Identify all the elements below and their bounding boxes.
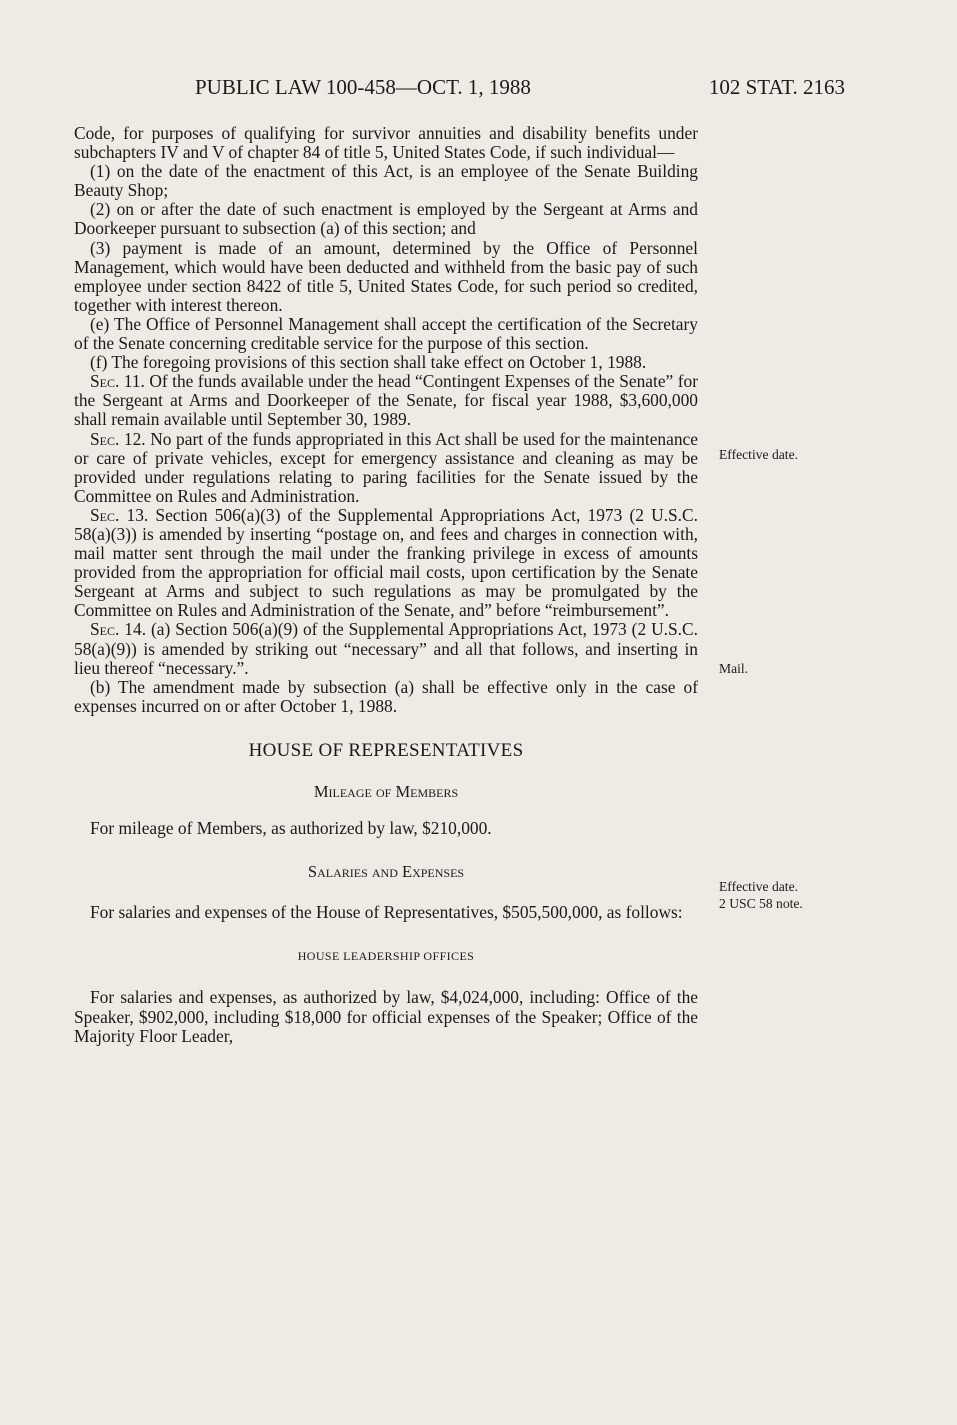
section-11 (74, 372, 698, 429)
leadership-paragraph: For salaries and expenses, as authorized by law, $4,024,000, including: Office of the Speaker, $902,000, including $18,000 for official expenses of the Speaker; Office of the Majority Floor Leader, (74, 987, 698, 1046)
margin-note-mail: Mail. (719, 661, 749, 676)
section-14-text: (a) Section 506(a)(9) of the Supplemental Appropriations Act, 1973 (2 U.S.C. 58(a)(9)) is amended by striking out “necessary” and all that follows, and inserting in lieu thereof “necessary.”. (74, 619, 698, 678)
section-12 (74, 430, 698, 506)
margin-note-usc-citation: 2 USC 58 note. (719, 896, 803, 911)
margin-note-effective-date: Effective date. (719, 447, 799, 462)
section-13-text: Section 506(a)(3) of the Supplemental Appropriations Act, 1973 (2 U.S.C. 58(a)(3)) is amended by inserting “postage on, and fees and charges in connection with, mail matter sent through the mail under the franking privilege in excess of amounts provided from the appropriation for official mail costs, upon certification by the Senate Sergeant at Arms and subject to such regulations as may be promulgated by the Committee on Rules and Administration of the Senate, and” before “reimbursement”. (74, 504, 698, 621)
section-13-label: Sec. 13. (90, 504, 149, 525)
paragraph-continuation: Code, for purposes of qualifying for survivor annuities and disability benefits under subchapters IV and V of chapter 84 of title 5, United States Code, if such individual— (74, 123, 698, 163)
salaries-heading: Salaries and Expenses (307, 862, 465, 882)
mileage-heading: Mileage of Members (313, 782, 459, 801)
section-12-text: No part of the funds appropriated in this Act shall be used for the maintenance or care of private vehicles, except for emergency assistance and cleaning as may be provided under regulations relating to paring facilities for the Senate issued by the Committee on Rules and Administration. (74, 428, 698, 506)
margin-note-effective-date-2: Effective date. (719, 879, 799, 894)
mileage-paragraph: For mileage of Members, as authorized by law, $210,000. (90, 818, 492, 839)
section-14 (74, 620, 698, 677)
section-14-subsection-b: (b) The amendment made by subsection (a) shall be effective only in the case of expenses incurred on or after October 1, 1988. (74, 676, 698, 716)
running-head (195, 72, 845, 102)
running-head-page-number: 102 STAT. 2163 (708, 75, 845, 99)
statute-body (74, 124, 698, 1046)
paragraph-subsection-e: (e) The Office of Personnel Management shall accept the certification of the Secretary of the Senate concerning creditable service for the purpose of this section. (74, 313, 698, 354)
paragraph-item-1: (1) on the date of the enactment of this Act, is an employee of the Senate Building Beauty Shop; (74, 161, 698, 201)
paragraph-item-3: (3) payment is made of an amount, determined by the Office of Personnel Management, which would have been deducted and withheld from the basic pay of such employee under section 8422 of title 5, United States Code, for such period so credited, together with interest thereon. (74, 237, 698, 315)
running-head-title: PUBLIC LAW 100-458—OCT. 1, 1988 (195, 75, 531, 99)
section-13 (74, 506, 698, 621)
section-14-label: Sec. 14. (90, 619, 147, 640)
section-12-label: Sec. 12. (90, 428, 146, 449)
paragraph-item-2: (2) on or after the date of such enactment is employed by the Sergeant at Arms and Doorkeeper pursuant to subsection (a) of this section; and (74, 199, 698, 239)
house-of-representatives-heading: HOUSE OF REPRESENTATIVES (248, 739, 524, 761)
salaries-paragraph: For salaries and expenses of the House of Representatives, $505,500,000, as follows: (90, 902, 683, 923)
paragraph-subsection-f: (f) The foregoing provisions of this section shall take effect on October 1, 1988. (90, 352, 647, 373)
section-11-text: Of the funds available under the head “Contingent Expenses of the Senate” for the Sergeant at Arms and Doorkeeper of the Senate, for fiscal year 1988, $3,600,000 shall remain available until September 30, 1989. (74, 371, 698, 430)
section-11-label: Sec. 11. (90, 371, 145, 392)
leadership-heading: HOUSE LEADERSHIP OFFICES (297, 949, 475, 964)
